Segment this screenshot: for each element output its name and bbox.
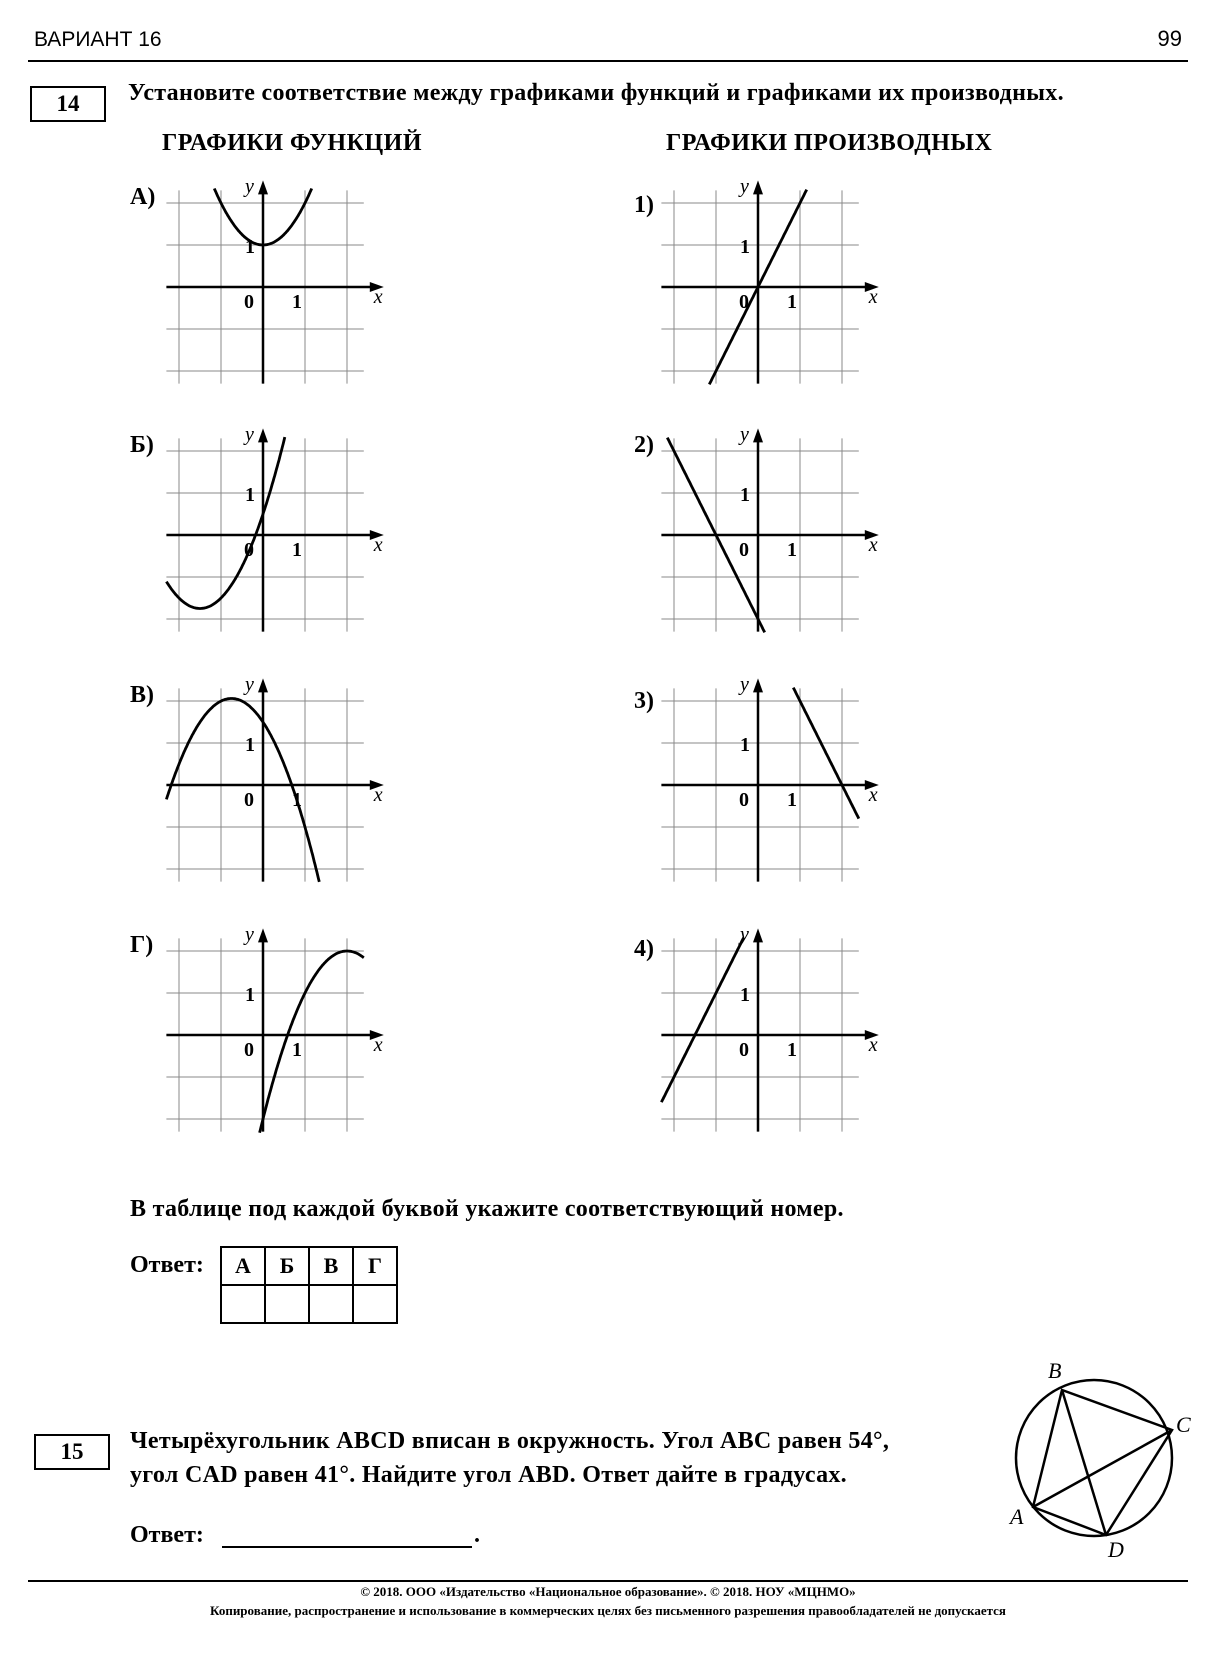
y-axis-arrow (258, 928, 268, 942)
x-axis-label: x (373, 1034, 383, 1056)
x-axis-label: x (868, 286, 878, 308)
answer-letter-v: В (309, 1247, 353, 1285)
y-axis-label: y (740, 175, 749, 198)
y-unit-label: 1 (740, 484, 750, 506)
x-axis-label: x (373, 286, 383, 308)
y-axis-label: y (245, 673, 254, 696)
function-graph-label-v: В) (130, 682, 154, 708)
y-axis-label: y (740, 423, 749, 446)
y-axis-label: y (245, 175, 254, 198)
y-axis-arrow (258, 180, 268, 194)
derivative-graph-1 (660, 175, 900, 410)
y-unit-label: 1 (740, 984, 750, 1006)
answer-cell-g[interactable] (353, 1285, 397, 1323)
x-unit-label: 1 (292, 1039, 302, 1061)
function-graph-b (165, 423, 405, 658)
task14-answer-label: Ответ: (130, 1252, 204, 1278)
circumscribed-circle (1016, 1380, 1172, 1536)
x-unit-label: 1 (787, 539, 797, 561)
footer-notice: Копирование, распространение и использование в коммерческих целях без письменного разрешения правообладателей не допускается (210, 1603, 1006, 1618)
y-axis-arrow (258, 428, 268, 442)
x-axis-label: x (373, 534, 383, 556)
point-label-b: B (1048, 1360, 1062, 1383)
origin-label: 0 (739, 1039, 749, 1061)
y-unit-label: 1 (245, 984, 255, 1006)
y-axis-arrow (753, 928, 763, 942)
task15-line1: Четырёхугольник ABCD вписан в окружность. Угол ABC равен 54°, (130, 1428, 890, 1454)
inscribed-quadrilateral-figure (1000, 1360, 1200, 1560)
x-unit-label: 1 (787, 291, 797, 313)
variant-title: ВАРИАНТ 16 (34, 28, 162, 51)
answer-table-input-row (221, 1285, 397, 1323)
point-label-d: D (1108, 1537, 1124, 1560)
function-graph-v (165, 673, 405, 908)
answer-cell-v[interactable] (309, 1285, 353, 1323)
y-unit-label: 1 (245, 734, 255, 756)
derivative-graph-label-4: 4) (634, 936, 654, 962)
function-graph-label-a: А) (130, 184, 156, 210)
derivative-graph-3 (660, 673, 900, 908)
point-label-c: C (1176, 1412, 1191, 1437)
task15-number-box: 15 (34, 1434, 110, 1470)
diagonal-ac (1033, 1430, 1172, 1507)
answer-letter-b: Б (265, 1247, 309, 1285)
header-rule (28, 60, 1188, 62)
answer-letter-a: А (221, 1247, 265, 1285)
origin-label: 0 (244, 539, 254, 561)
derivatives-column-heading: ГРАФИКИ ПРОИЗВОДНЫХ (666, 130, 993, 156)
x-unit-label: 1 (292, 539, 302, 561)
task14-statement: Установите соответствие между графиками функций и графиками их производных. (128, 80, 1064, 106)
function-graph-g (165, 923, 405, 1158)
diagonal-bd (1062, 1390, 1106, 1535)
origin-label: 0 (244, 1039, 254, 1061)
answer-cell-b[interactable] (265, 1285, 309, 1323)
task15-answer-line[interactable] (222, 1546, 472, 1548)
graph-curve (260, 951, 364, 1133)
footer-rule (28, 1580, 1188, 1582)
page-number: 99 (1157, 26, 1182, 51)
function-graph-label-b: Б) (130, 432, 154, 458)
derivative-graph-label-3: 3) (634, 688, 654, 714)
y-unit-label: 1 (245, 484, 255, 506)
x-unit-label: 1 (292, 291, 302, 313)
task15-answer-dot: . (474, 1522, 480, 1548)
table-instruction: В таблице под каждой буквой укажите соответствующий номер. (130, 1196, 844, 1222)
y-unit-label: 1 (245, 236, 255, 258)
y-unit-label: 1 (740, 236, 750, 258)
task15-line2: угол CAD равен 41°. Найдите угол ABD. Ответ дайте в градусах. (130, 1462, 847, 1488)
x-axis-label: x (373, 784, 383, 806)
answer-table-header-row (221, 1247, 397, 1285)
x-axis-label: x (868, 1034, 878, 1056)
graph-curve (793, 688, 859, 819)
origin-label: 0 (739, 539, 749, 561)
task14-number-box: 14 (30, 86, 106, 122)
x-unit-label: 1 (787, 789, 797, 811)
y-axis-label: y (740, 923, 749, 946)
functions-column-heading: ГРАФИКИ ФУНКЦИЙ (162, 130, 423, 156)
origin-label: 0 (739, 789, 749, 811)
origin-label: 0 (244, 789, 254, 811)
graph-curve (166, 437, 284, 608)
derivative-graph-4 (660, 923, 900, 1158)
origin-label: 0 (244, 291, 254, 313)
x-unit-label: 1 (787, 1039, 797, 1061)
y-unit-label: 1 (740, 734, 750, 756)
derivative-graph-2 (660, 423, 900, 658)
y-axis-arrow (753, 180, 763, 194)
quadrilateral-abcd (1033, 1390, 1172, 1535)
derivative-graph-label-1: 1) (634, 192, 654, 218)
y-axis-arrow (258, 678, 268, 692)
y-axis-arrow (753, 428, 763, 442)
y-axis-label: y (245, 423, 254, 446)
footer-copyright: © 2018. ООО «Издательство «Национальное образование». © 2018. НОУ «МЦНМО» (360, 1584, 856, 1599)
y-axis-label: y (740, 673, 749, 696)
x-axis-label: x (868, 784, 878, 806)
origin-label: 0 (739, 291, 749, 313)
function-graph-label-g: Г) (130, 932, 154, 958)
task15-answer-label: Ответ: (130, 1522, 204, 1548)
derivative-graph-label-2: 2) (634, 432, 654, 458)
y-axis-label: y (245, 923, 254, 946)
point-label-a: A (1010, 1504, 1024, 1529)
x-axis-label: x (868, 534, 878, 556)
answer-letter-g: Г (353, 1247, 397, 1285)
x-unit-label: 1 (292, 789, 302, 811)
answer-cell-a[interactable] (221, 1285, 265, 1323)
answer-table (220, 1246, 398, 1324)
function-graph-a (165, 175, 405, 410)
y-axis-arrow (753, 678, 763, 692)
